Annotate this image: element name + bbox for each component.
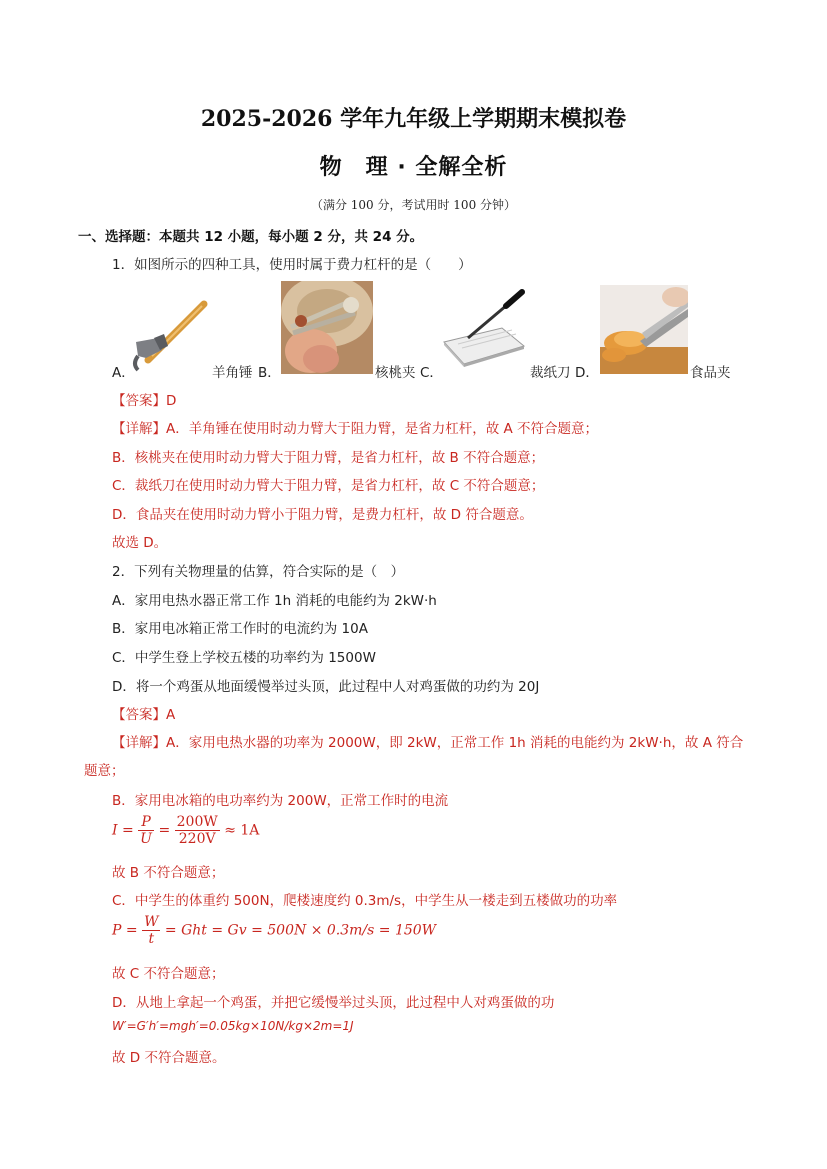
question-2-option-c: C．中学生登上学校五楼的功率约为 1500W	[112, 650, 376, 666]
question-1-conclusion: 故选 D。	[112, 535, 168, 551]
question-2-option-a: A．家用电热水器正常工作 1h 消耗的电能约为 2kW·h	[112, 593, 437, 609]
formula-b-num2: 200W	[176, 814, 218, 830]
formula-b-result: ≈ 1A	[224, 822, 260, 839]
question-2-detail-d: D．从地上拿起一个鸡蛋，并把它缓慢举过头顶，此过程中人对鸡蛋做的功	[112, 995, 555, 1011]
hammer-image	[132, 298, 210, 374]
nutcracker-image	[281, 281, 373, 374]
option-d-letter: D．	[575, 365, 599, 381]
question-2-b-conclusion: 故 B 不符合题意；	[112, 865, 225, 881]
formula-b-lhs: I	[112, 822, 118, 839]
food-tongs-image	[600, 285, 688, 374]
option-d-name: 食品夹	[690, 365, 731, 381]
question-2-option-b: B．家用电冰箱正常工作时的电流约为 10A	[112, 621, 368, 637]
option-a-name: 羊角锤	[212, 365, 253, 381]
option-c-letter: C．	[420, 365, 443, 381]
formula-c-num: W	[144, 914, 159, 930]
question-2-d-conclusion: 故 D 不符合题意。	[112, 1050, 226, 1066]
section-heading: 一、选择题：本题共 12 小题，每小题 2 分，共 24 分。	[78, 229, 424, 245]
exam-note: （满分 100 分，考试用时 100 分钟）	[310, 198, 517, 212]
formula-c: P = $\frac{W}{t}$ = Ght = Gv = 500N × 0.3m/s = 150W	[112, 914, 437, 947]
formula-b-den2: 220V	[178, 831, 216, 847]
formula-b: I = $\frac{P}{U}$ = $\frac{200W}{220V}$ ≈ 1A	[112, 814, 260, 847]
exam-title: 2025-2026 学年九年级上学期期末模拟卷	[200, 106, 627, 132]
question-2-detail-a-line2: 题意；	[84, 763, 125, 779]
formula-b-den: U	[140, 831, 152, 847]
option-b-letter: B．	[258, 365, 281, 381]
question-2-c-conclusion: 故 C 不符合题意；	[112, 966, 225, 982]
formula-c-den: t	[148, 931, 155, 947]
question-1-answer: 【答案】D	[112, 393, 177, 409]
paper-cutter-image	[438, 288, 528, 368]
formula-b-num: P	[138, 814, 154, 831]
question-1-detail-a: 【详解】A．羊角锤在使用时动力臂大于阻力臂，是省力杠杆，故 A 不符合题意；	[112, 421, 599, 437]
question-1-detail-b: B．核桃夹在使用时动力臂大于阻力臂，是省力杠杆，故 B 不符合题意；	[112, 450, 545, 466]
formula-c-rest: = Ght = Gv = 500N × 0.3m/s = 150W	[164, 922, 437, 939]
question-2-stem: 2．下列有关物理量的估算，符合实际的是（ ）	[112, 564, 405, 580]
question-1-stem: 1．如图所示的四种工具，使用时属于费力杠杆的是（ ）	[112, 257, 472, 273]
formula-c-lhs: P	[112, 922, 122, 939]
question-2-detail-c: C．中学生的体重约 500N，爬楼速度约 0.3m/s，中学生从一楼走到五楼做功的功率	[112, 893, 618, 909]
question-2-detail-a-line1: 【详解】A．家用电热水器的功率为 2000W，即 2kW，正常工作 1h 消耗的电能约为 2kW·h，故 A 符合	[112, 735, 744, 751]
question-2-detail-b: B．家用电冰箱的电功率约为 200W，正常工作时的电流	[112, 793, 449, 809]
option-a-letter: A．	[112, 365, 135, 381]
formula-d: W′=G′h′=mgh′=0.05kg×10N/kg×2m=1J	[112, 1019, 354, 1033]
option-b-name: 核桃夹	[375, 365, 416, 381]
question-2-option-d: D．将一个鸡蛋从地面缓慢举过头顶，此过程中人对鸡蛋做的功约为 20J	[112, 679, 540, 695]
question-1-detail-d: D．食品夹在使用时动力臂小于阻力臂，是费力杠杆，故 D 符合题意。	[112, 507, 533, 523]
question-2-answer: 【答案】A	[112, 707, 176, 723]
exam-subtitle: 物 理 · 全解全析	[319, 155, 508, 180]
question-1-detail-c: C．裁纸刀在使用时动力臂大于阻力臂，是省力杠杆，故 C 不符合题意；	[112, 478, 545, 494]
option-c-name: 裁纸刀	[530, 365, 571, 381]
